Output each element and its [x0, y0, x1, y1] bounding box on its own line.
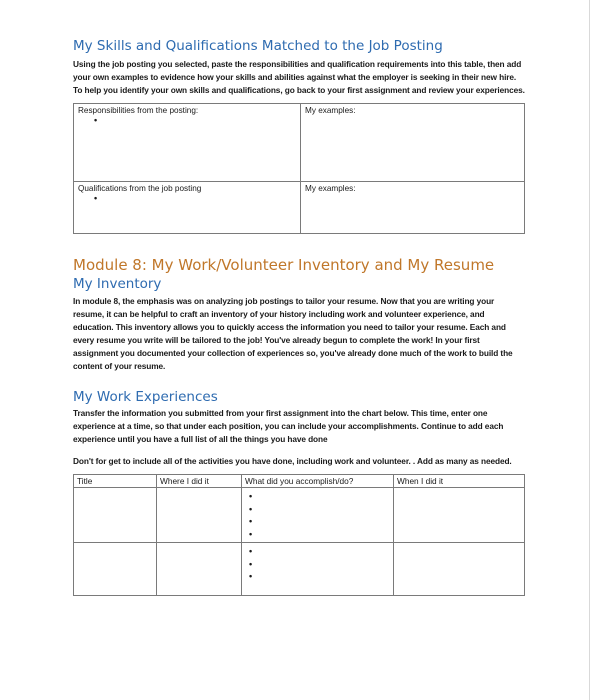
accomplishments-cell[interactable]	[242, 488, 394, 543]
bullet-point: •	[249, 516, 253, 526]
bullet-point: •	[94, 115, 98, 125]
table-row	[74, 543, 525, 596]
bullet-point: •	[249, 558, 253, 569]
table-header-row	[74, 475, 525, 488]
accomplishments-cell[interactable]	[242, 543, 394, 596]
qualifications-label: Qualifications from the job posting	[78, 184, 202, 193]
work-experiences-heading: My Work Experiences	[73, 389, 218, 405]
inventory-heading: My Inventory	[73, 276, 162, 292]
document-content	[73, 36, 525, 596]
work-reminder-text: Don't for get to include all of the activities you have done, including work and volunteer. . Add as many as needed.	[73, 456, 512, 466]
column-header-title: Title	[74, 475, 157, 488]
table-row	[74, 104, 525, 182]
work-intro-text: Transfer the information you submitted from your first assignment into the chart below. This time, enter one experience at a time, so that under each position, you can include your accomplishments. Continue to add each experience until you have a full list of all the things you have done	[73, 408, 504, 444]
inventory-text: In module 8, the emphasis was on analyzing job postings to tailor your resume. Now that you are writing your resume, it can be helpful to craft an inventory of your history including work and volunteer experience, and education. This inventory allows you to quickly access the information you need to tailor your resume. Each and every resume you write will be tailored to the job! You've already begun to complete the work! In your first assignment you documented your collection of experiences so, you've already done much of the work to build the content of your resume.	[73, 296, 513, 371]
column-header-when: When I did it	[394, 475, 525, 488]
bullet-point: •	[249, 546, 253, 556]
page-edge-divider	[589, 0, 590, 700]
my-examples-label: My examples:	[305, 184, 356, 193]
qualifications-cell[interactable]	[74, 182, 301, 234]
when-cell[interactable]	[394, 488, 525, 543]
title-cell[interactable]	[74, 543, 157, 596]
module-heading: Module 8: My Work/Volunteer Inventory and My Resume	[73, 256, 495, 274]
bullet-point: •	[249, 491, 253, 501]
my-examples-cell[interactable]	[301, 182, 525, 234]
column-header-accomplishments: What did you accomplish/do?	[242, 475, 394, 488]
work-experience-table	[73, 474, 525, 596]
table-row	[74, 182, 525, 234]
responsibilities-label: Responsibilities from the posting:	[78, 106, 199, 115]
my-examples-cell[interactable]	[301, 104, 525, 182]
bullet-point: •	[249, 528, 253, 539]
where-cell[interactable]	[157, 543, 242, 596]
bullet-point: •	[249, 571, 253, 581]
where-cell[interactable]	[157, 488, 242, 543]
when-cell[interactable]	[394, 543, 525, 596]
skills-intro-text: Using the job posting you selected, paste the responsibilities and qualification requirements into this table, then add your own examples to evidence how your skills and abilities against what the employer is seeking in their new hire. To help you identify your own skills and qualifications, go back to your first assignment and review your experiences.	[73, 59, 525, 95]
skills-heading: My Skills and Qualifications Matched to the Job Posting	[73, 38, 443, 54]
table-row	[74, 488, 525, 543]
skills-table	[73, 103, 525, 234]
column-header-where: Where I did it	[157, 475, 242, 488]
my-examples-label: My examples:	[305, 106, 356, 115]
bullet-point: •	[94, 193, 98, 203]
bullet-point: •	[249, 503, 253, 514]
title-cell[interactable]	[74, 488, 157, 543]
responsibilities-cell[interactable]	[74, 104, 301, 182]
